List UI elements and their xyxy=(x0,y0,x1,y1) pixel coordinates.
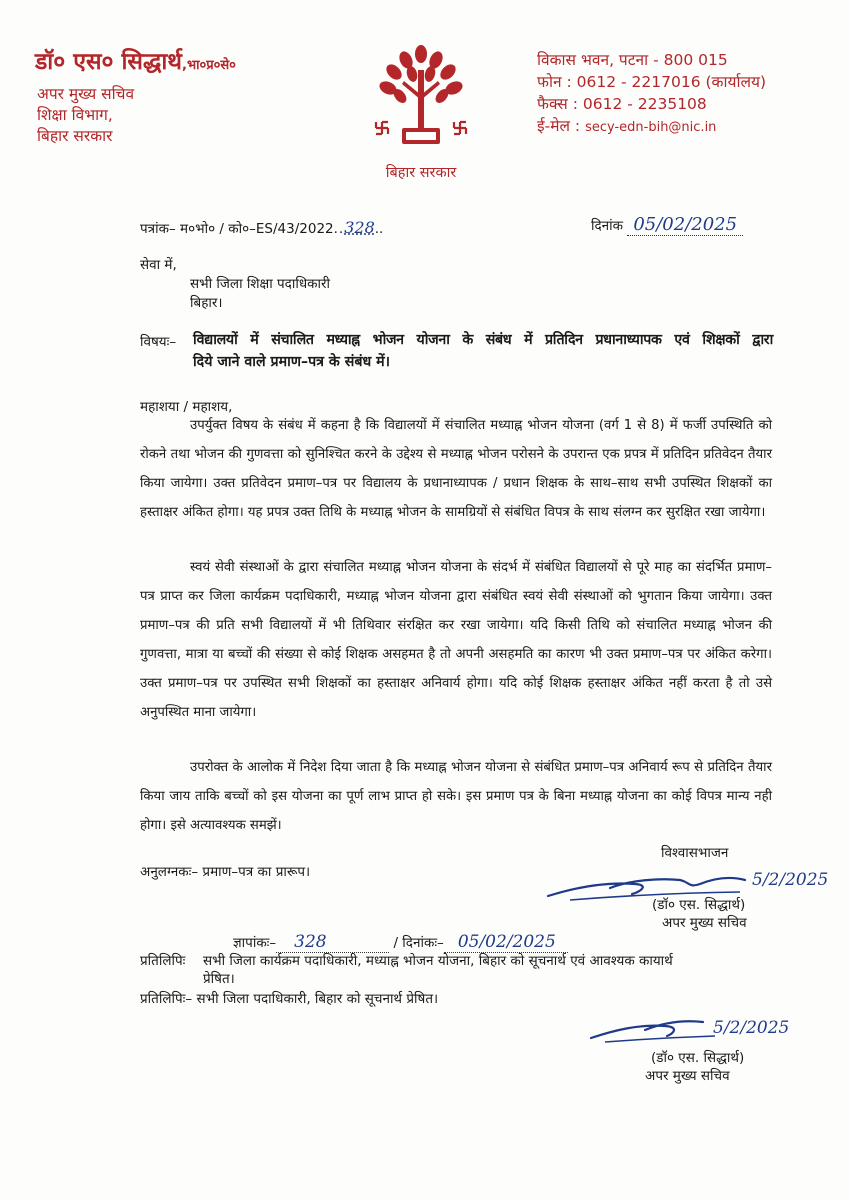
signer-name-1: (डॉ० एस. सिद्धार्थ) xyxy=(652,897,746,913)
office-address: विकास भवन, पटना - 800 015 xyxy=(537,51,728,69)
cc-1-line-1: सभी जिला कार्यक्रम पदाधिकारी, मध्याह्न भोजन योजना, बिहार को सूचनार्थ एवं आवश्यक कायार्थ xyxy=(203,953,673,969)
officer-designation: अपर मुख्य सचिव xyxy=(37,85,135,103)
signature-2-date: 5/2/2025 xyxy=(713,1018,790,1038)
addressee-to: सभी जिला शिक्षा पदाधिकारी xyxy=(190,276,331,292)
subject-label: विषयः– xyxy=(140,334,177,350)
bodhi-tree-icon xyxy=(366,40,476,158)
cc-1-line-2: प्रेषित। xyxy=(203,971,235,987)
subject-line-2: दिये जाने वाले प्रमाण–पत्र के संबंध में। xyxy=(193,354,390,370)
letter-reference: पत्रांक– म०भो० / को०–ES/43/2022..328.. xyxy=(140,218,384,237)
enclosure: अनुलग्नकः– प्रमाण–पत्र का प्रारूप। xyxy=(140,864,311,880)
greeting: महाशया / महाशय, xyxy=(140,399,233,415)
office-fax: फैक्स : 0612 - 2235108 xyxy=(537,95,707,113)
cc-1-label: प्रतिलिपिः xyxy=(140,953,186,969)
signer-title-2: अपर मुख्य सचिव xyxy=(645,1068,730,1084)
letter-date: दिनांक 05/02/2025 xyxy=(591,214,743,235)
signature-1-date: 5/2/2025 xyxy=(752,870,829,890)
body-paragraph-1: उपर्युक्त विषय के संबंध में कहना है कि विद्यालयों में संचालित मध्याह्न भोजन योजना (वर्ग 1 से 8) में फर्जी उपस्थिति को रोकने तथा भोजन की गुणवत्ता को सुनिश्चित करने के उद्देश्य से मध्याह्न भोजन परोसने के उपरान्त एक प्रपत्र में प्रतिदिन प्रतिवेदन तैयार किया जायेगा। उक्त प्रतिवेदन प्रमाण–पत्र पर विद्यालय के प्रधानाध्यापक / प्रधान शिक्षक के साथ–साथ सभी उपस्थित शिक्षकों का हस्ताक्षर अंकित होगा। यह प्रपत्र उक्त तिथि के मध्याह्न भोजन के सामग्रियों से संबंधित विपत्र के साथ संलग्न कर सुरक्षित रखा जायेगा। xyxy=(140,418,772,520)
subject-line-1: विद्यालयों में संचालित मध्याह्न भोजन योजना के संबंध में प्रतिदिन प्रधानाध्यापक एवं शिक्षकों द्वारा xyxy=(193,332,773,348)
office-email: ई-मेल : secy-edn-bih@nic.in xyxy=(537,117,717,135)
cc-2: प्रतिलिपिः– सभी जिला पदाधिकारी, बिहार को सूचनार्थ प्रेषित। xyxy=(140,991,439,1007)
department-name: शिक्षा विभाग, xyxy=(37,106,113,124)
government-name: बिहार सरकार xyxy=(37,127,113,145)
signer-name-2: (डॉ० एस. सिद्धार्थ) xyxy=(651,1050,745,1066)
bihar-emblem xyxy=(366,40,476,180)
emblem-caption: बिहार सरकार xyxy=(385,165,457,181)
body-paragraph-3: उपरोक्त के आलोक में निदेश दिया जाता है कि मध्याह्न भोजन योजना से संबंधित प्रमाण–पत्र अनिवार्य रूप से प्रतिदिन तैयार किया जाय ताकि बच्चों को इस योजना का पूर्ण लाभ प्राप्त हो सके। इस प्रमाण पत्र के बिना मध्याह्न योजना का कोई विपत्र मान्य नही होगा। इसे अत्यावश्यक समझें। xyxy=(140,760,772,833)
signature-2 xyxy=(585,1012,815,1048)
memo-reference: ज्ञापांकः– 328 / दिनांकः– 05/02/2025 xyxy=(233,932,568,953)
valediction: विश्वासभाजन xyxy=(661,845,729,861)
salutation: सेवा में, xyxy=(140,257,177,273)
body-paragraph-2: स्वयं सेवी संस्थाओं के द्वारा संचालित मध्याह्न भोजन योजना के संदर्भ में संबंधित विद्यालयों से पूरे माह का संदर्भित प्रमाण–पत्र प्राप्त कर जिला कार्यक्रम पदाधिकारी, मध्याह्न भोजन योजना द्वारा संबंधित स्वयं सेवी संस्थाओं को भुगतान किया जायेगा। उक्त प्रमाण–पत्र की प्रति सभी विद्यालयों में भी तिथिवार संरक्षित कर रखा जायेगा। यदि किसी तिथि को संचालित मध्याह्न भोजन की गुणवत्ता, मात्रा या बच्चों की संख्या से कोई शिक्षक असहमत है तो अपनी असहमति का कारण भी उक्त प्रमाण–पत्र पर अंकित करेगा। उक्त प्रमाण–पत्र पर उपस्थित सभी शिक्षकों का हस्ताक्षर अनिवार्य होगा। यदि कोई शिक्षक हस्ताक्षर अंकित नहीं करता है तो उसे अनुपस्थित माना जायेगा। xyxy=(140,560,772,720)
signer-title-1: अपर मुख्य सचिव xyxy=(662,915,747,931)
addressee-place: बिहार। xyxy=(190,295,223,311)
officer-name: डॉ० एस० सिद्धार्थ,भा०प्र०से० xyxy=(35,49,236,75)
office-phone: फोन : 0612 - 2217016 (कार्यालय) xyxy=(537,73,767,91)
